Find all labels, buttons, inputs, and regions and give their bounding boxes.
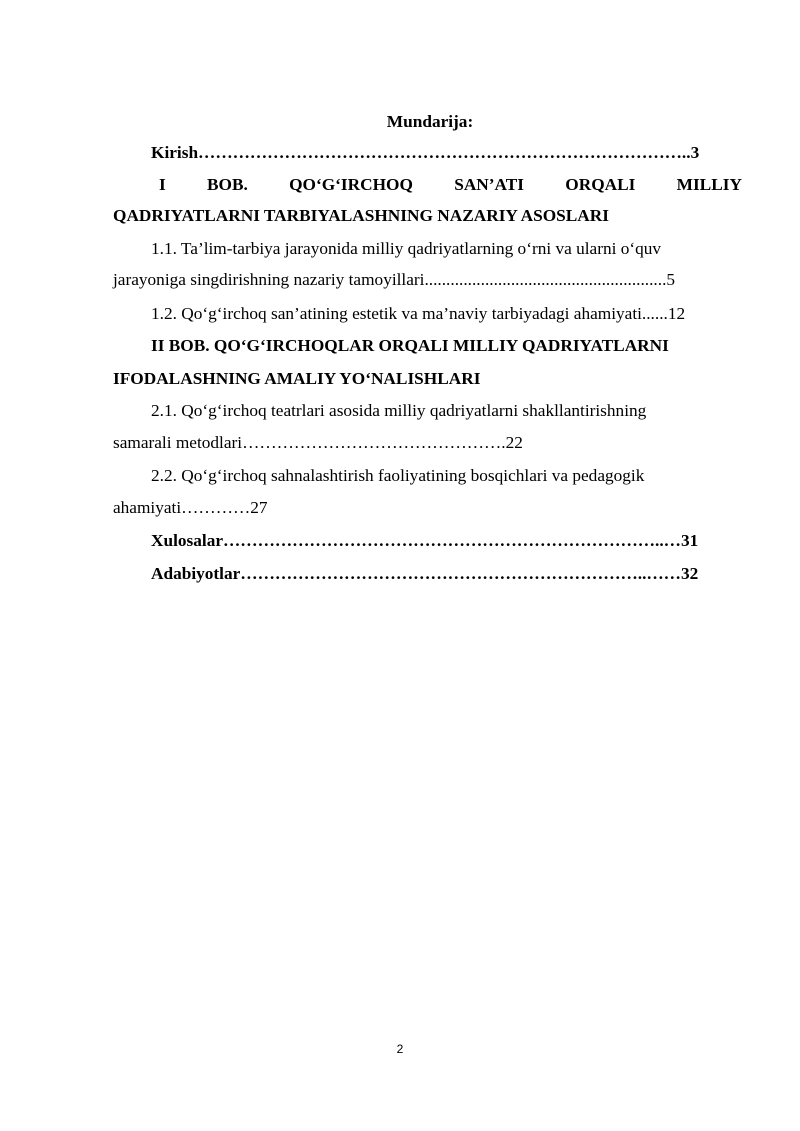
chapter1-word: QO‘G‘IRCHOQ bbox=[289, 175, 413, 194]
toc-entry-references: Adabiyotlar……………………………………………………………..……32 bbox=[151, 564, 699, 583]
chapter1-word: BOB. bbox=[207, 175, 248, 194]
toc-section-2-1-line2: samarali metodlari……………………………………….22 bbox=[113, 433, 523, 452]
chapter1-word: I bbox=[159, 175, 166, 194]
toc-chapter1-title-line1 bbox=[151, 176, 742, 193]
toc-section-2-2-line1: 2.2. Qo‘g‘irchoq sahnalashtirish faoliyatining bosqichlari va pedagogik bbox=[151, 466, 645, 485]
chapter1-word: MILLIY bbox=[676, 175, 742, 194]
toc-entry-conclusions: Xulosalar…………………………………………………………………..…31 bbox=[151, 531, 699, 550]
toc-chapter1-title-line2: QADRIYATLARNI TARBIYALASHNING NAZARIY ASOSLARI bbox=[113, 206, 609, 225]
page-number: 2 bbox=[396, 1042, 404, 1056]
toc-section-2-1-line1: 2.1. Qo‘g‘irchoq teatrlari asosida milliy qadriyatlarni shakllantirishning bbox=[151, 401, 647, 420]
toc-chapter2-title-line2: IFODALASHNING AMALIY YO‘NALISHLARI bbox=[113, 369, 481, 388]
toc-section-2-2-line2: ahamiyati…………27 bbox=[113, 498, 268, 517]
chapter1-word: ORQALI bbox=[565, 175, 636, 194]
toc-chapter2-title-line1: II BOB. QO‘G‘IRCHOQLAR ORQALI MILLIY QADRIYATLARNI bbox=[151, 336, 669, 355]
chapter1-word: SAN’ATI bbox=[454, 175, 524, 194]
toc-title: Mundarija: bbox=[386, 112, 474, 131]
toc-entry-intro: Kirish…………………………………………………………………………..3 bbox=[151, 143, 700, 162]
toc-section-1-1-line1: 1.1. Ta’lim-tarbiya jarayonida milliy qadriyatlarning o‘rni va ularni o‘quv bbox=[151, 239, 662, 258]
toc-section-1-1-line2: jarayoniga singdirishning nazariy tamoyillari........................................................5 bbox=[113, 270, 676, 289]
toc-section-1-2: 1.2. Qo‘g‘irchoq san’atining estetik va ma’naviy tarbiyadagi ahamiyati......12 bbox=[151, 304, 686, 323]
